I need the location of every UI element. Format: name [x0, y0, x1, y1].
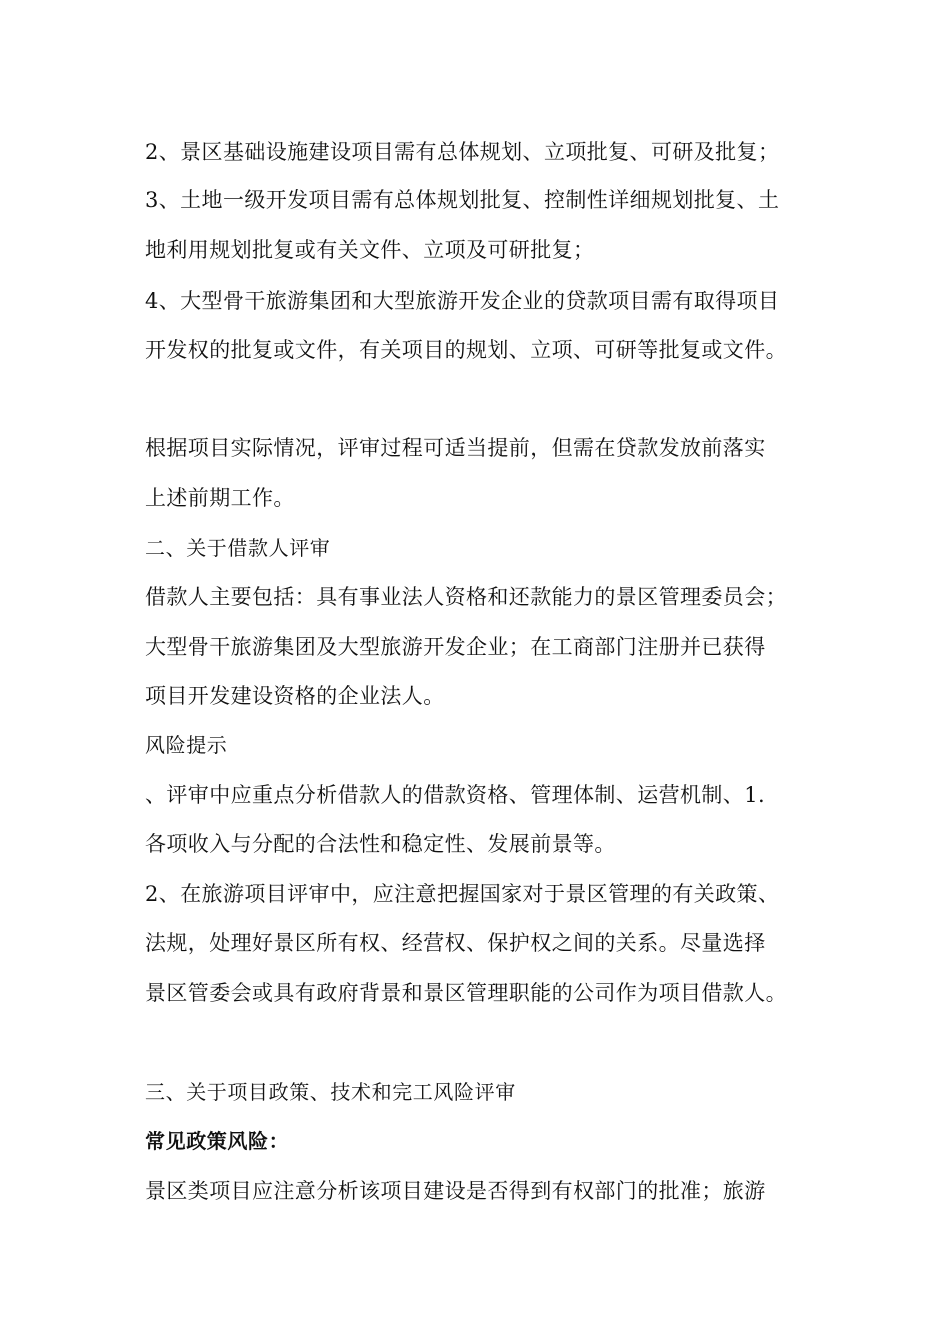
- list-item-4-line-2: 开发权的批复或文件，有关项目的规划、立项、可研等批复或文件。: [145, 338, 787, 362]
- section-2-heading: 二、关于借款人评审: [145, 536, 331, 560]
- list-item-3-line-2: 地利用规划批复或有关文件、立项及可研批复；: [145, 238, 595, 262]
- policy-line-1: 景区类项目应注意分析该项目建设是否得到有权部门的批准；旅游: [145, 1179, 766, 1203]
- risk-heading: 风险提示: [145, 733, 228, 757]
- note-line-2: 上述前期工作。: [145, 486, 295, 510]
- list-item-3-line-1: 3、土地一级开发项目需有总体规划批复、控制性详细规划批复、土: [145, 188, 780, 212]
- risk-1-line-2: 各项收入与分配的合法性和稳定性、发展前景等。: [145, 832, 616, 856]
- risk-2-line-2: 法规，处理好景区所有权、经营权、保护权之间的关系。尽量选择: [145, 931, 766, 955]
- risk-2-line-1: 2、在旅游项目评审中，应注意把握国家对于景区管理的有关政策、: [145, 882, 780, 906]
- borrower-line-3: 项目开发建设资格的企业法人。: [145, 684, 445, 708]
- risk-1-line-1: 、评审中应重点分析借款人的借款资格、管理体制、运营机制、1.: [145, 783, 766, 807]
- policy-risk-heading: 常见政策风险：: [145, 1129, 290, 1153]
- list-item-4-line-1: 4、大型骨干旅游集团和大型旅游开发企业的贷款项目需有取得项目: [145, 289, 780, 313]
- risk-2-line-3: 景区管委会或具有政府背景和景区管理职能的公司作为项目借款人。: [145, 981, 787, 1005]
- section-3-heading: 三、关于项目政策、技术和完工风险评审: [145, 1080, 516, 1104]
- list-item-2: 2、景区基础设施建设项目需有总体规划、立项批复、可研及批复；: [145, 140, 780, 164]
- note-line-1: 根据项目实际情况，评审过程可适当提前，但需在贷款发放前落实: [145, 436, 766, 460]
- borrower-line-2: 大型骨干旅游集团及大型旅游开发企业；在工商部门注册并已获得: [145, 635, 766, 659]
- borrower-line-1: 借款人主要包括：具有事业法人资格和还款能力的景区管理委员会；: [145, 585, 787, 609]
